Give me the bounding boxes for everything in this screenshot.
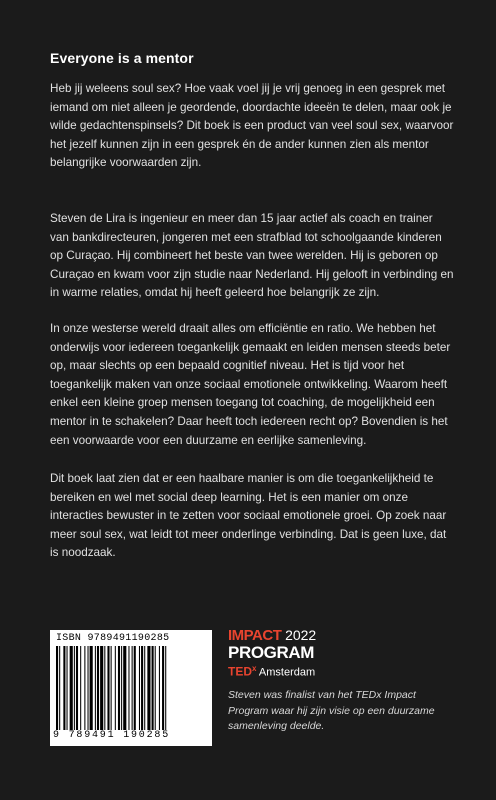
barcode-bar: [63, 646, 65, 730]
logo-ted: TED: [228, 664, 252, 679]
barcode-bar: [118, 646, 120, 730]
barcode-bar: [90, 646, 93, 730]
logo-program: PROGRAM: [228, 643, 314, 662]
barcode-bar: [155, 646, 156, 730]
logo-impact: IMPACT: [228, 627, 282, 644]
barcode-bar: [95, 646, 96, 730]
isbn-barcode: [50, 630, 212, 746]
isbn-label: ISBN 9789491190285: [56, 633, 170, 644]
barcode-bar: [88, 646, 89, 730]
barcode-bar: [67, 646, 68, 730]
barcode-bar: [152, 646, 154, 730]
barcode-bar: [74, 646, 75, 730]
barcode-bar: [76, 646, 78, 730]
paragraph-soul-sex: Heb jij weleens soul sex? Hoe vaak voel jij je vrij genoeg in een gesprek met iemand om niet alleen je geordende, doordachte ideeën te delen, maar ook je wilde gedachtenspinsels? Dit boek is een product van veel soul sex, waarvoor het jezelf kunnen zijn in een gesprek én de ander kunnen zien als mentor belangrijke voorwaarden zijn.: [50, 82, 454, 170]
barcode-bar: [162, 646, 164, 730]
finalist-note: Steven was finalist van het TEDx Impact Program waar hij zijn visie op een duurzame samenleving deelde.: [228, 689, 435, 732]
book-title: Everyone is a mentor: [50, 50, 194, 66]
barcode-bar: [80, 646, 81, 730]
barcode-bar: [132, 646, 133, 730]
barcode-bar: [128, 646, 129, 730]
barcode-bar: [84, 646, 85, 730]
barcode-bar: [59, 646, 60, 730]
barcode-bar: [123, 646, 126, 730]
paragraph-social-deep-learning: Dit boek laat zien dat er een haalbare manier is om die toegankelijkheid te bereiken en wel met social deep learning. Het is een manier om onze interacties bewuster in te zetten voor sociaal emotionele groei. Op zoek naar meer soul sex, wat leidt tot meer onderlinge verbinding. Dat is geen luxe, dat is noodzaak.: [50, 472, 447, 560]
barcode-bar: [104, 646, 105, 730]
barcode-bar: [139, 646, 140, 730]
barcode-bar: [111, 646, 112, 730]
logo-x: x: [252, 664, 257, 673]
tedx-impact-program-logo: [228, 627, 428, 680]
barcode-bar: [121, 646, 122, 730]
logo-year: 2022: [285, 627, 317, 643]
logo-city: Amsterdam: [258, 666, 316, 679]
barcode-bar: [97, 646, 99, 730]
paragraph-western-world: In onze westerse wereld draait alles om efficiëntie en ratio. We hebben het onderwijs voor iedereen toegankelijk gemaakt en leiden mensen steeds beter op, maar slechts op een bepaald cognitief niveau. Het is tijd voor het toegankelijk maken van onze sociaal emotionele ontwikkeling. Waarom heeft enkel een kleine groep mensen toegang tot coaching, de mogelijkheid een mentor in te schakelen? Daar heeft toch iedereen recht op? Bovendien is het een voorwaarde voor een duurzame en eerlijke samenleving.: [50, 322, 451, 447]
barcode-bar: [159, 646, 160, 730]
barcode-bars: [54, 646, 208, 730]
barcode-bar: [141, 646, 143, 730]
barcode-bar: [134, 646, 136, 730]
barcode-bar: [144, 646, 145, 730]
paragraph-author-bio: Steven de Lira is ingenieur en meer dan 15 jaar actief als coach en trainer van bankdirecteuren, jongeren met een strafblad tot schoolgaande kinderen op Curaçao. Hij combineert het beste van twee werelden. Hij is geboren op Curaçao en kwam voor zijn studie naar Nederland. Hij gelooft in verbinding en in warme relaties, omdat hij heeft geleerd hoe belangrijk ze zijn.: [50, 212, 454, 300]
barcode-bar: [115, 646, 116, 730]
barcode-bar: [107, 646, 109, 730]
barcode-bar: [56, 646, 58, 730]
barcode-bar: [70, 646, 73, 730]
barcode-bar: [100, 646, 103, 730]
barcode-bar: [147, 646, 150, 730]
barcode-bar: [165, 646, 166, 730]
isbn-digits: 9 789491 190285: [53, 730, 171, 741]
